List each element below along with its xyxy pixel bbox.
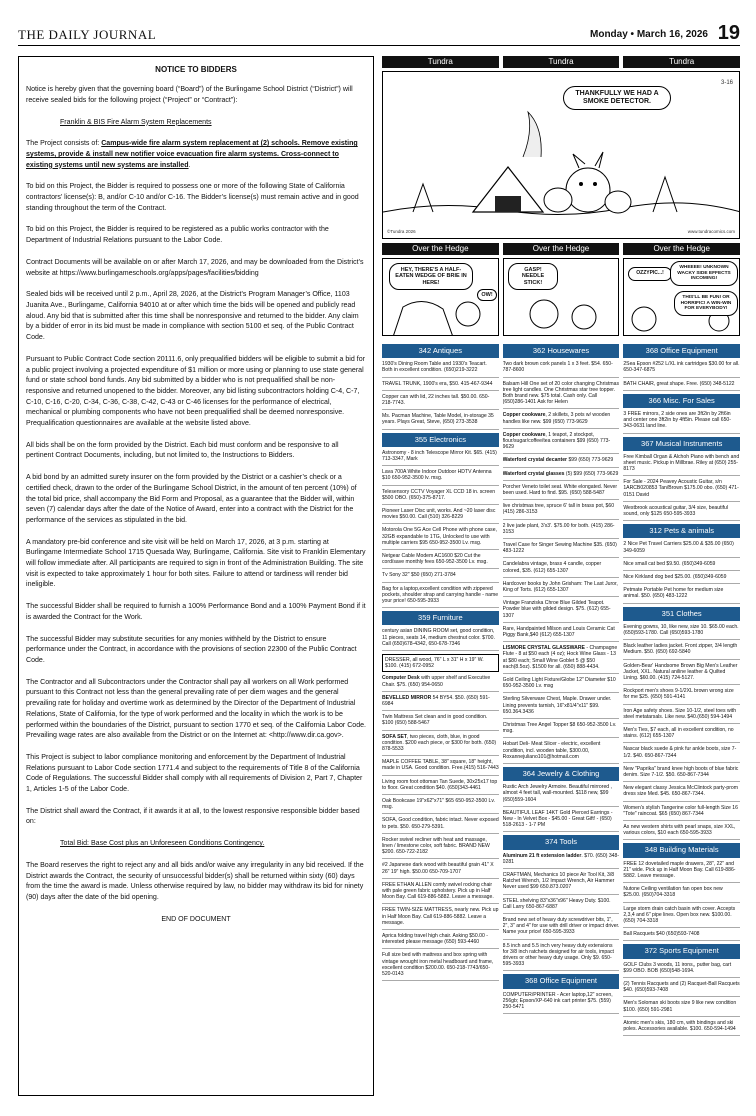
notice-paragraph: The Project consists of: Campus-wide fire alarm system replacement at (2) schools. Remove existing systems, provide & install new notifier voice evacuation fire alarm systems. Cross-connect to existing systems until new systems are installed. <box>26 140 358 169</box>
classified-ad: Balsam Hill One set of 20 color changing Christmas tree light candles. One Christmas star tree topper. Both brand new. $75 total. Cash only. Call (650)286-1401 Ask for Helen <box>503 381 620 410</box>
tundra-date: 3-16 <box>720 80 733 86</box>
bid-basis: Total Bid: Base Cost plus an Unforeseen Conditions Contingency. <box>60 840 265 848</box>
classified-ad: Ball Racquets $40 (650)593-7408 <box>623 931 740 941</box>
classified-ad: CRAFTMAN, Mechanics 10 piece Air Tool Kit, 3/8 Ratchet Wrench, 1/2 Impact Wrench, Air Hammer Never used $99 650.873.0207 <box>503 872 620 895</box>
classified-ad: TRAVEL TRUNK, 1900's era, $50. 415-467-9344 <box>382 381 499 391</box>
classified-ad <box>503 645 620 674</box>
classified-ad: Lava 700A White Indoor Outdoor HDTV Antenna $10 650-952-3500 lv. msg. <box>382 469 499 485</box>
classified-column-3 <box>623 342 740 1098</box>
notice-paragraph: Notice is hereby given that the governing board (“Board”) of the Burlingame School District (“District”) will receive sealed bids for the following project (“Project” or “Contract”): <box>26 86 353 104</box>
classified-ad: Rocker swivel recliner with heat and massage, linen / limestone color, soft fabric. BRAND NEW $200. 650-722-2182 <box>382 837 499 860</box>
classified-ad: Hardcover books by John Grisham: The Last Juror, King of Torts. (612) 655-1307 <box>503 581 620 597</box>
classified-ad: New elegant classy Jessica McClintock party-prom dress size Med. $45. 650-867-7344. <box>623 785 740 801</box>
classified-ad: STEEL shelving 83"x36"x96" Heavy Duty. $100. Call Larry 650-867-6887 <box>503 898 620 914</box>
classified-ad: Hobart Deli- Meat Slicer - electric, excellent condition, incl. wooden table, $300.00, Roxannejuliano101@hotmail.com <box>503 741 620 764</box>
ad-text: with upper shelf and Executive Chair. $75. (650) 954-0650 <box>382 675 491 688</box>
project-name: Franklin & BIS Fire Alarm System Replacements <box>60 118 212 126</box>
classified-ad: live christmas tree, spruce 6' tall in brass pot, $60 (415) 286-3153 <box>503 503 620 519</box>
classified-ad: BEAUTIFUL LEAF 14KT Gold Pierced Earrings - New - In Velvet Box - $45.00 - Great Gift! - (650) 518-2613 - 1-7 PM <box>503 810 620 833</box>
classified-ad: 3 FREE mirrors, 2 side ones are 3ft2in by 2ft6in and center one 3ft2in by 4ft5in. Please call 650-343-0631 land line. <box>623 411 740 434</box>
classified-ad: COMPUTER/PRINTER - Acer laptop,12" screen, 256gb; Epson/XP-640 ink cart printer $75. (559) 250-5471 <box>503 992 620 1015</box>
category-header: 366 Misc. For Sales <box>623 394 740 408</box>
hedge-bubble: WHEEEE! UNKNOWN WACKY SIDE EFFECTS INCOMING! <box>670 261 738 286</box>
classified-ad: As new western shirts with pearl snaps, size XXL, various colors, $10 each 650-595-3933 <box>623 824 740 840</box>
classified-ad: Men's Ties, $7 each, all in excellent condition, no stains. (612) 655-1307 <box>623 727 740 743</box>
classified-ad: Two dark brown cork panels 1 x 3 feet. $54. 650-787-8600 <box>503 361 620 377</box>
category-header: 362 Housewares <box>503 344 620 358</box>
hedge-panel-2 <box>503 258 619 336</box>
classified-ad: Christmas Tree Angel Topper $8 650-952-3500 Lv. msg. <box>503 722 620 738</box>
notice-paragraph: This Project is subject to labor compliance monitoring and enforcement by the Department of Industrial Relations pursuant to Labor Code section 1771.4 and subject to the requirements of Title 8 of the California Code of Regulations. The successful Bidder shall comply with all requirements of Division 2, Part 7, Chapter 1, Articles 1-5 of the Labor Code. <box>26 753 363 794</box>
strip-label: Tundra <box>503 56 620 68</box>
notice-paragraph: The successful Bidder shall be required to furnish a 100% Performance Bond and a 100% Payment Bond if it is awarded the Contract for the Work. <box>26 603 366 621</box>
category-header: 351 Clothes <box>623 607 740 621</box>
classified-ad: MAPLE COFFEE TABLE, 38" square, 18" height, made in USA. Good condition. Free.(415) 516-7443 <box>382 759 499 775</box>
category-header: 348 Building Materials <box>623 843 740 857</box>
ad-text: (5) $99 (650) 773-9629 <box>564 470 619 477</box>
classified-ad: Tv Sony 32" $50 (650) 271-3784 <box>382 572 499 582</box>
page-number: 19 <box>717 22 740 44</box>
classified-ad: (2) Tennis Racquets and (2) Racquet-Ball Racquets $40. (650)593-7408 <box>623 981 740 997</box>
strip-label: Tundra <box>382 56 499 68</box>
notice-paragraph: Contract Documents will be available on or after March 17, 2026, and may be downloaded from the District’s website at https://www.burlingameschools.org/apps/pages/facilities/bidding <box>26 258 364 277</box>
tundra-panel <box>382 71 740 239</box>
ad-text: , two pieces, cloth, blue, in good condition. $200 each piece, or $300 for both. (650) 878-5533 <box>382 733 497 752</box>
classified-ad: For Sale - 2024 Peavey Acoustic Guitar, s/n 1ARCB020853 Tan/Brown $175.00 obo. (650) 471-0151 David <box>623 479 740 502</box>
ad-lead: Copper cookware <box>502 431 546 438</box>
notice-paragraph: The District shall award the Contract, if it awards it at all, to the lowest responsive responsible bidder based on: <box>26 807 360 826</box>
classified-ad: Travel Case for Singer Sewing Machine $35. (650) 483-1222 <box>503 542 620 558</box>
classified-ad: Vintage Franziska Chroe Blue Gilded Teapot. Powder blue with gilded design. $75. (612) 655-1307 <box>503 600 620 623</box>
ad-lead: Computer Desk <box>382 675 420 682</box>
classified-ad: 2Sea Epson #252 L/XL ink cartridges $30.00 for all. 650-347-6875 <box>623 361 740 377</box>
masthead <box>18 24 740 46</box>
classified-ad: Golden-Bear' Handsome Brown Big Men's Leather Jacket, XXL. Natural aniline leather & Quilted Lining. $60.00. (415) 724-5127. <box>623 663 740 686</box>
ad-lead: Waterford crystal decanter <box>502 457 568 464</box>
classified-ad: Aprica folding travel high chair. Asking $50.00 - interested please message (650) 593-4460 <box>382 933 499 949</box>
tundra-strip-header <box>382 56 740 68</box>
ad-lead: LISMORE CRYSTAL GLASSWARE <box>502 645 585 652</box>
classified-ad: Nutone Ceiling ventilation fan open box new $25.00. (650)704-3318 <box>623 886 740 902</box>
hedge-strip-header <box>382 243 740 255</box>
hedge-bubble: OW! <box>477 289 497 301</box>
classified-ad: Iron Age safety shoes. Size 10-1/2, steel toes with steel metatarsals. Like new. $40.(650) 594-1494 <box>623 708 740 724</box>
classified-ad <box>382 695 499 711</box>
classified-column-2 <box>503 342 620 1098</box>
classified-ad: Pioneer Laser Disc unit, works. And ~20 laser disc movies $50.00. Call (510) 326-8229 <box>382 508 499 524</box>
classified-ad: Motorola One 5G Ace Cell Phone with phone case, 32GB expandable to 1TG, Unlocked to use with multiple carriers $95 650-952-3500 Lv. msg. <box>382 527 499 550</box>
classified-ad: Rustic Arch Jewelry Armoire. Beautiful mirrored , almost 4 feet tall, wall-mounted. $118 new, $99 (650)559-1604 <box>503 784 620 807</box>
ad-text: - Champagne Flute - 8 at $50 each (4 oz); Hock Wine Glass - 13 at $80 each; Small Wine Goblet 5 @ $50 each(8.5oz). $1500 for all. (650) 888-4434. <box>502 645 618 670</box>
hedge-panel-3 <box>623 258 740 336</box>
classified-ad <box>503 457 620 467</box>
classified-ad: FREE ETHAN ALLEN comfy swivel rocking chair with pale green fabric upholstery. Pick up in Half Moon Bay. Call 619-886-5882. Leave a message. <box>382 882 499 905</box>
classified-ad: Nascar black suede & pink fur ankle boots, size 7-1/2. $40. 650-867-7344 <box>623 746 740 762</box>
project-scope-intro: The Project consists of: <box>26 140 102 148</box>
strip-label: Tundra <box>623 56 740 68</box>
hedge-bubble: HEY, THERE'S A HALF-EATEN WEDGE OF BRIE IN HERE! <box>389 263 473 290</box>
category-header: 355 Electronics <box>382 433 499 447</box>
category-header: 364 Jewelry & Clothing <box>503 767 620 781</box>
classified-ad: Rare, Handpainted Milson and Louis Ceramic Cat Piggy Bank,$40 (612) 655-1307 <box>503 626 620 642</box>
classified-ad: Atomic men's skis, 180 cm, with bindings and ski poles. Accessories available. $100. 650-594-1494 <box>623 1020 740 1036</box>
classified-ad: SOFA, Good condition, fabric intact. Never exposed to pets. $50. 650-279-5391. <box>382 817 499 833</box>
classified-ad: Twin Mattress Set clean and in good condition. $100 (650) 588-5467 <box>382 714 499 730</box>
classified-ad: Telesensory CCTV Voyager XL CCD 18 in. screen $500 OBO. (650)-375-8717. <box>382 489 499 505</box>
category-header: 342 Antiques <box>382 344 499 358</box>
ad-lead: BEVELLED MIRROR <box>382 694 432 701</box>
classifieds <box>382 342 740 1098</box>
classified-ad: Porcher Veneto toilet seat. White elongated. Never been used. Hard to find. $95. (650) 588-5487 <box>503 484 620 500</box>
notice-title: NOTICE TO BIDDERS <box>155 65 237 74</box>
notice-paragraph: The successful Bidder may substitute securities for any monies withheld by the District to ensure performance under the Contract, in accordance with the provisions of section 22300 of the Public Contract Code. <box>26 635 357 664</box>
classified-ad: Nice small cat bed $9.50. (650)349-6059 <box>623 561 740 571</box>
classified-ad: DRESSER, all wood, 76" L x 31" H x 19" W. $100. (415) 672-0952 <box>382 654 499 672</box>
classified-ad: Black leather ladies jacket. Front zipper, 3/4 length Medium. $50. (650) 692-5840 <box>623 643 740 659</box>
classified-ad: Rockport men's shoes 9-1/2XL brown wrong size for me $25. (650) 591-4141 <box>623 688 740 704</box>
classified-ad <box>382 675 499 691</box>
ad-text: 54 BY54. $50. (650) 591-6984 <box>382 694 490 707</box>
notice-paragraph: All bids shall be on the form provided by the District. Each bid must conform and be responsive to all pertinent Contract Documents, including, but not limited to, the Instructions to Bidders. <box>26 441 339 460</box>
notice-paragraph: Sealed bids will be received until 2 p.m., April 28, 2026, at the District’s Program Manager’s Office, 1103 Juanita Ave., Burlingame, California 94010 at or after which time the bids will be opened and publicly read aloud. Any bid that is submitted after this time shall be nonresponsive and returned to the bidder. Any claim by a bidder of error in its bid must be made in compliance with section 5100 et seq. of the Public Contract Code. <box>26 291 359 342</box>
classified-ad <box>503 412 620 428</box>
classified-ad: Gold Ceiling Light Fixture/Globe 12" Diameter $10 650-952-3500 Lv. msg <box>503 677 620 693</box>
tundra-credit: ©Tundra 2026 <box>387 229 416 234</box>
classified-ad: #2 Japanese dark wood with beautiful grain 41" X 26" 19" high. $50.00 650-709-1707 <box>382 862 499 878</box>
classified-ad: Petmate Portable Pet home for medium size animal. $50. (650) 483-1222 <box>623 587 740 603</box>
issue-date: Monday • March 16, 2026 <box>590 29 708 40</box>
strip-label: Over the Hedge <box>623 243 740 255</box>
classified-ad: century asian DINING ROOM set, good condition, 11 pieces, seats 14, medium chestnut color. $700. Call (650)678-4342, 650-678-7346 <box>382 628 499 651</box>
notice-paragraph: Pursuant to Public Contract Code section 20111.6, only prequalified bidders will be eligible to submit a bid for a public project involving a projected expenditure of $1 million or more using or planning to use state general fund or state school bond funds. Any bid submitted by a bidder who is not prequalified shall be non-responsive and returned unopened to the bidder. Moreover, any bid listing subcontractors holding C-4, C-7, C-10, C-16, C-20, C-34, C-36, C-38, C-42, C-43 or C-46 licenses for the performance of electrical, mechanical or plumbing components who have not been prequalified shall be deemed nonresponsive. Prequalification questionnaires are available at the website listed above. <box>26 355 365 428</box>
category-header: 368 Office Equipment <box>623 344 740 358</box>
hedge-bubble: THIS'LL BE FUN! OR HORRIFIC! A WIN-WIN FOR EVERYBODY! <box>674 291 738 316</box>
project-scope: Campus-wide fire alarm system replacement at (2) schools. Remove existing systems, provide & install new notifier voice evacuation fire alarm systems. Cross-connect to existing systems until new systems are installed <box>26 140 358 169</box>
notice-to-bidders <box>18 56 374 1096</box>
category-header: 374 Tools <box>503 835 620 849</box>
classified-ad: 1930's Dining Room Table and 1930's Teacart. Both in excellent condition. (650)219-3222 <box>382 361 499 377</box>
hedge-bubble: OZZYPIC...! <box>628 267 672 281</box>
ad-text: $99 (650) 773-9629 <box>567 457 614 464</box>
classified-ad: Brand new set of heavy duty screwdriver bits, 1", 2", 3" and 4" for use with drill driver or impact driver. Name your price! 650-595-3933 <box>503 917 620 940</box>
strip-label: Over the Hedge <box>382 243 499 255</box>
notice-paragraph: The Board reserves the right to reject any and all bids and/or waive any irregularity in any bid received. If the District awards the Contract, the security of unsuccessful bidder(s) shall be returned within sixty (60) days from the time the award is made. Unless otherwise required by law, no bidder may withdraw its bid for ninety (90) days after the date of the bid opening. <box>26 861 364 901</box>
category-header: 359 Furniture <box>382 611 499 625</box>
classified-ad: 2 Nice Pet Travel Carriers $25.00 & $35.00 (650) 349-6059 <box>623 541 740 557</box>
classified-ad <box>382 734 499 757</box>
classified-ad: Ms. Pacman Machine, Table Model, in-storage 35 years. Plays Great, Steve, (650) 273-3538 <box>382 413 499 429</box>
classified-ad: GOLF Clubs 3 woods, 11 irons,, putter bag, cart $99 OBO. BOB (650)548-1694. <box>623 962 740 978</box>
strip-label: Over the Hedge <box>503 243 620 255</box>
classified-ad: Free Kimball Organ & Alchoh Piano with bench and sheet music. Pickup in Millbrae. Riley at (650) 255-8173 <box>623 454 740 477</box>
classified-ad <box>503 471 620 481</box>
hedge-panel-1 <box>382 258 499 336</box>
classified-ad: Netgear Cable Modem AC1600 $20 Cut the cord/save monthly fees 650-952-3500 Lv. msg. <box>382 553 499 569</box>
classified-ad: Evening gowns, 10, like new, size 10. $65.00 each. (650)593-1780. Call (650)593-1780 <box>623 624 740 640</box>
ad-text: , 2 skillets, 3 pots w/ wooden handles like new. $99 (650) 773-9629 <box>502 412 611 425</box>
classified-ad <box>503 853 620 869</box>
tundra-speech-bubble: THANKFULLY WE HAD A SMOKE DETECTOR. <box>563 86 671 110</box>
notice-paragraph: A bid bond by an admitted surety insurer on the form provided by the District or a cashier’s check or a certified check, drawn to the order of the Burlingame School District, in the amount of ten percent (10%) of the total bid price, shall accompany the Bid Form and Proposal, as a guarantee that the Bidder will, within seven (7) calendar days after the date of the Notice of Award, enter into a contract with the District for the performance of the services as stipulated in the bid. <box>26 474 357 524</box>
tundra-site: www.tundracomics.com <box>687 229 735 234</box>
notice-paragraph: To bid on this Project, the Bidder is required to possess one or more of the following State of California contractors’ license(s): B, and/or C-10 and/or C-16. The Bidder’s license(s) must remain active and in good standing throughout the term of the Contract. <box>26 183 359 212</box>
hedge-bubble: GASP! NEEDLE STICK! <box>508 263 558 290</box>
classified-ad <box>503 432 620 455</box>
notice-paragraph: To bid on this Project, the Bidder is required to be registered as a public works contractor with the Department of Industrial Relations pursuant to the Labor Code. <box>26 226 329 245</box>
notice-paragraph: A mandatory pre-bid conference and site visit will be held on March 17, 2026, at 3 p.m. starting at Burlingame Intermediate School 1715 Quesada Way, Burlingame, California. Site visit to Franklin Elementary will follow immediate after. All participants are required to sign in front of the Administration Building. The site visit is expected to take approximately 1 hour for both sites. Failure to attend or tardiness will render bid ineligible. <box>26 538 366 589</box>
classified-ad: Women's stylish Tangerine color full-length Size 16 "Tote" raincoat. $65 (650) 867-7344 <box>623 805 740 821</box>
classified-ad: Full size bed with mattress and box spring with vintage wrought iron metal headboard and frame, excellent condition $200.00. 650-218-7743/650-520-0143 <box>382 952 499 981</box>
classified-ad: Sterling Silverware Chest, Maple. Drawer under. Lining prevents tarnish, 16"x81/4"x11" $99. 650.364.3436 <box>503 696 620 719</box>
category-header: 368 Office Equipment <box>503 974 620 988</box>
end-of-document: END OF DOCUMENT <box>161 915 231 923</box>
classified-ad: Bag for a laptop,excellent condition with zippered pockets, shoulder strap and carrying handle - name your price! 650-595-3933 <box>382 586 499 609</box>
classified-ad: Westbrook acoustical guitar, 3/4 size, beautiful sound, only $125 650-595-3933 <box>623 505 740 521</box>
classified-ad: New "Paprika" brand knee high boots of blue fabric denim. Size 7-1/2. $50. 650-867-7344 <box>623 766 740 782</box>
classified-ad: Large storm drain catch basin with cover. Accepts 2,3,4 and 6" pipe lines. Open box new. $100.00. (650) 704-3318 <box>623 906 740 929</box>
category-header: 372 Sports Equipment <box>623 944 740 958</box>
classified-column-1 <box>382 342 499 1098</box>
tundra-drawing <box>383 72 740 239</box>
classified-ad: Oak Bookcase 19"x62"x71" $65 650-952-3500 Lv. msg. <box>382 798 499 814</box>
newspaper-name: THE DAILY JOURNAL <box>18 27 157 42</box>
ad-text: . $70. (650) 348-0281 <box>502 852 620 865</box>
classified-ad: FREE 12 dovetailed maple drawers, 28", 22" and 21" wide. Pick up in Half Moon Bay. Call 619-886-5882. Leave message. <box>623 861 740 884</box>
notice-paragraph: The Contractor and all Subcontractors under the Contractor shall pay all workers on all Work performed pursuant to this Contract not less than the general prevailing rate of per diem wages and the general prevailing rate for holiday and overtime work as determined by the Director of the Department of Industrial Relations, State of California, for the type of work performed and the locality in which the work is to be performed within the boundaries of the District, pursuant to section 1770 et seq. of the California Labor Code. Prevailing wage rates are also available from the District or on the Internet at: <http://www.dir.ca.gov>. <box>26 678 367 740</box>
ad-lead: SOFA SET <box>382 733 408 740</box>
ad-lead: Waterford crystal glasses <box>502 470 565 477</box>
classified-ad: Copper can with lid, 22 inches tall. $50.00. 650-218-7743. <box>382 394 499 410</box>
category-header: 367 Musical Instruments <box>623 437 740 451</box>
classified-ad: Astronomy - 8 inch Telescope Mirror Kit. $65. (415) 713-3347, Mark <box>382 450 499 466</box>
classified-ad: 8.5 inch and 5.5 inch very heavy duty extensions for 3/8 inch ratchets designed for air tools, impact drivers or other heavy duty usage. Only $9. 650-595-3933 <box>503 943 620 972</box>
classified-ad: Living room foot ottoman Tan Suede, 30x25x17 top to floor. Great condition $40. (650)343-4461 <box>382 779 499 795</box>
ad-lead: Aluminum 21 ft extension ladder <box>502 852 582 859</box>
classified-ad: Candelabra vintage, brass 4 candle, copper colored, $35. (612) 655-1307 <box>503 561 620 577</box>
ad-lead: Copper cookware <box>502 412 546 419</box>
classified-ad: BATH CHAIR, great shape. Free. (650) 348-5122 <box>623 381 740 391</box>
classified-ad: Men's Soloman ski boots size 9 like new condition $100. (650) 591-2981 <box>623 1000 740 1016</box>
classified-ad: Nice Kirkland dog bed $25.00. (650)349-6059 <box>623 574 740 584</box>
category-header: 312 Pets & animals <box>623 524 740 538</box>
classified-ad: 2 live jade plant, 3'x3'. $75.00 for both. (415) 286-3153 <box>503 523 620 539</box>
ad-text: , 1 teapot, 2 stockpot, flour/sugar/coffee/tea containers $99 (650) 773-9629 <box>502 431 611 451</box>
classified-ad: FREE TWIN-SIZE MATTRESS, nearly new. Pick up in Half Moon Bay. Call 619-886-5882. Leave a message. <box>382 907 499 930</box>
